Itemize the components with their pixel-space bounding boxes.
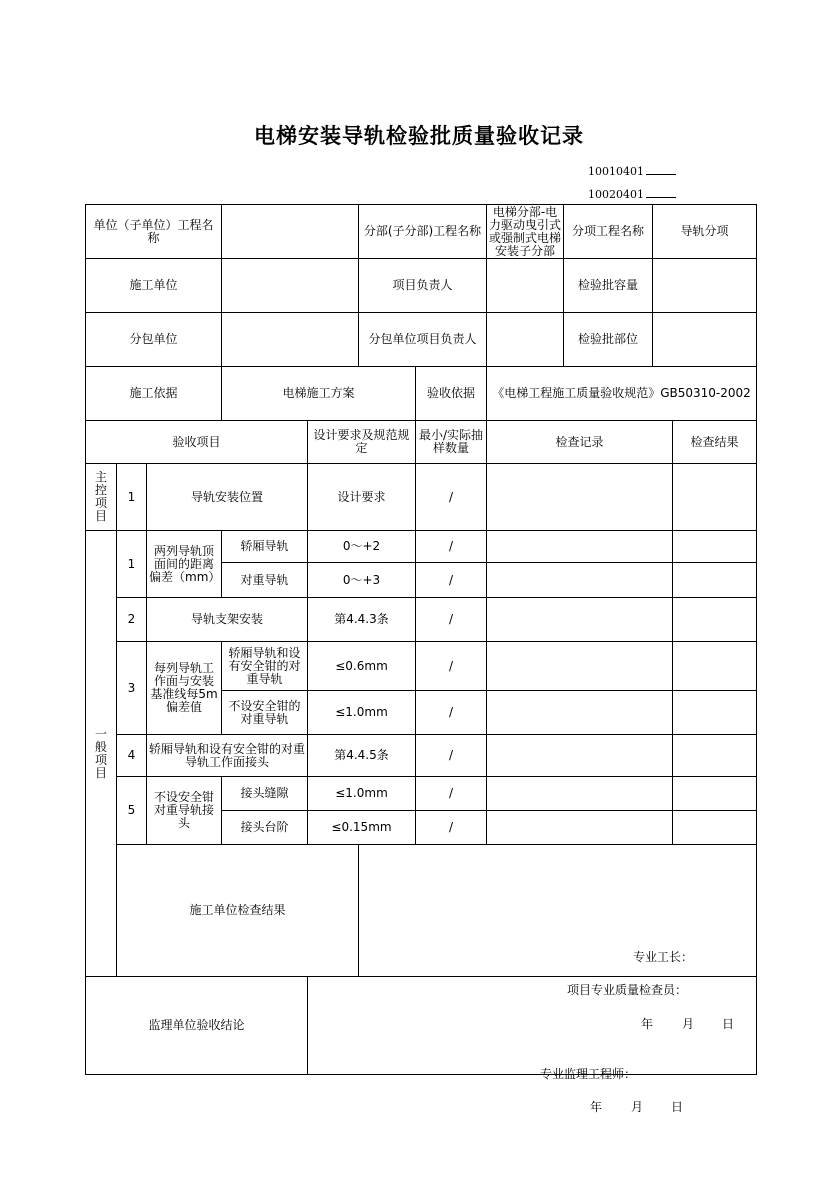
main-name: 导轨安装位置 xyxy=(147,464,308,531)
row-no: 2 xyxy=(117,598,147,642)
col-sample: 最小/实际抽样数量 xyxy=(416,421,487,464)
row-sample: / xyxy=(416,563,487,598)
form-code: 10010401 xyxy=(588,163,676,178)
row-record[interactable] xyxy=(487,598,673,642)
row-result[interactable] xyxy=(673,811,757,845)
row-no: 1 xyxy=(117,531,147,598)
month-label: 月 xyxy=(631,1099,644,1114)
main-no: 1 xyxy=(117,464,147,531)
capacity-label: 检验批容量 xyxy=(564,259,653,313)
row-design: ≤0.15mm xyxy=(308,811,416,845)
row-record[interactable] xyxy=(487,563,673,598)
row-sample: / xyxy=(416,691,487,735)
pm-label: 项目负责人 xyxy=(359,259,487,313)
acceptance-form xyxy=(85,204,757,1114)
item-label: 分项工程名称 xyxy=(564,205,653,259)
form-code: 10020401 xyxy=(588,186,676,201)
year-label: 年 xyxy=(590,1099,603,1114)
construct-check-sign[interactable] xyxy=(359,845,757,1031)
row-record[interactable] xyxy=(487,531,673,563)
row-no: 4 xyxy=(117,735,147,777)
day-label: 日 xyxy=(671,1099,684,1114)
sub-value: 电梯分部-电力驱动曳引式或强制式电梯安装子分部 xyxy=(487,205,564,259)
location-value[interactable] xyxy=(653,313,757,367)
unit-label: 单位（子单位）工程名称 xyxy=(86,205,222,259)
location-label: 检验批部位 xyxy=(564,313,653,367)
row-name: 两列导轨顶面间的距离偏差（mm） xyxy=(147,531,222,598)
unit-value[interactable] xyxy=(222,205,359,259)
row-sample: / xyxy=(416,811,487,845)
year-label: 年 xyxy=(641,1016,654,1031)
basis-label: 施工依据 xyxy=(86,367,222,421)
row-record[interactable] xyxy=(487,642,673,691)
row-design: 0～+3 xyxy=(308,563,416,598)
row-result[interactable] xyxy=(673,531,757,563)
construct-value[interactable] xyxy=(222,259,359,313)
day-label: 日 xyxy=(722,1016,735,1031)
row-sub: 轿厢导轨和设有安全钳的对重导轨 xyxy=(222,642,308,691)
main-record[interactable] xyxy=(487,464,673,531)
supervision-label: 监理单位验收结论 xyxy=(86,977,308,1075)
row-result[interactable] xyxy=(673,598,757,642)
row-name: 每列导轨工作面与安装基准线每5m偏差值 xyxy=(147,642,222,735)
capacity-value[interactable] xyxy=(653,259,757,313)
row-no: 5 xyxy=(117,777,147,845)
row-name: 轿厢导轨和设有安全钳的对重导轨工作面接头 xyxy=(147,735,308,777)
row-sample: / xyxy=(416,777,487,811)
row-design: 第4.4.5条 xyxy=(308,735,416,777)
row-sub: 轿厢导轨 xyxy=(222,531,308,563)
row-sample: / xyxy=(416,642,487,691)
main-group: 主控项目 xyxy=(86,464,117,531)
sub-label: 分部(子分部)工程名称 xyxy=(359,205,487,259)
row-record[interactable] xyxy=(487,691,673,735)
row-sub: 对重导轨 xyxy=(222,563,308,598)
row-result[interactable] xyxy=(673,735,757,777)
accept-basis-value: 《电梯工程施工质量验收规范》GB50310-2002 xyxy=(487,367,757,421)
row-sample: / xyxy=(416,598,487,642)
item-value: 导轨分项 xyxy=(653,205,757,259)
row-record[interactable] xyxy=(487,777,673,811)
row-design: 第4.4.3条 xyxy=(308,598,416,642)
pm-value[interactable] xyxy=(487,259,564,313)
row-sub: 接头台阶 xyxy=(222,811,308,845)
row-sub: 接头缝隙 xyxy=(222,777,308,811)
construct-label: 施工单位 xyxy=(86,259,222,313)
row-name: 导轨支架安装 xyxy=(147,598,308,642)
row-result[interactable] xyxy=(673,691,757,735)
engineer-label: 专业监理工程师： xyxy=(540,1066,637,1081)
subcontract-value[interactable] xyxy=(222,313,359,367)
row-name: 不设安全钳对重导轨接头 xyxy=(147,777,222,845)
basis-value: 电梯施工方案 xyxy=(222,367,416,421)
col-result: 检查结果 xyxy=(673,421,757,464)
general-group: 一般项目 xyxy=(86,531,117,977)
col-item: 验收项目 xyxy=(86,421,308,464)
row-sample: / xyxy=(416,735,487,777)
construct-check-label: 施工单位检查结果 xyxy=(117,845,359,977)
sub-pm-value[interactable] xyxy=(487,313,564,367)
inspector-label: 项目专业质量检查员： xyxy=(567,982,688,997)
row-result[interactable] xyxy=(673,642,757,691)
main-sample: / xyxy=(416,464,487,531)
main-result[interactable] xyxy=(673,464,757,531)
row-design: ≤0.6mm xyxy=(308,642,416,691)
sub-pm-label: 分包单位项目负责人 xyxy=(359,313,487,367)
subcontract-label: 分包单位 xyxy=(86,313,222,367)
col-record: 检查记录 xyxy=(487,421,673,464)
accept-basis-label: 验收依据 xyxy=(416,367,487,421)
page-title: 电梯安装导轨检验批质量验收记录 xyxy=(254,123,584,148)
row-result[interactable] xyxy=(673,563,757,598)
main-design: 设计要求 xyxy=(308,464,416,531)
row-result[interactable] xyxy=(673,777,757,811)
row-design: 0～+2 xyxy=(308,531,416,563)
row-record[interactable] xyxy=(487,735,673,777)
month-label: 月 xyxy=(682,1016,695,1031)
row-sub: 不设安全钳的对重导轨 xyxy=(222,691,308,735)
row-sample: / xyxy=(416,531,487,563)
row-record[interactable] xyxy=(487,811,673,845)
row-design: ≤1.0mm xyxy=(308,691,416,735)
col-design: 设计要求及规范规定 xyxy=(308,421,416,464)
row-design: ≤1.0mm xyxy=(308,777,416,811)
foreman-label: 专业工长： xyxy=(633,949,694,964)
row-no: 3 xyxy=(117,642,147,735)
